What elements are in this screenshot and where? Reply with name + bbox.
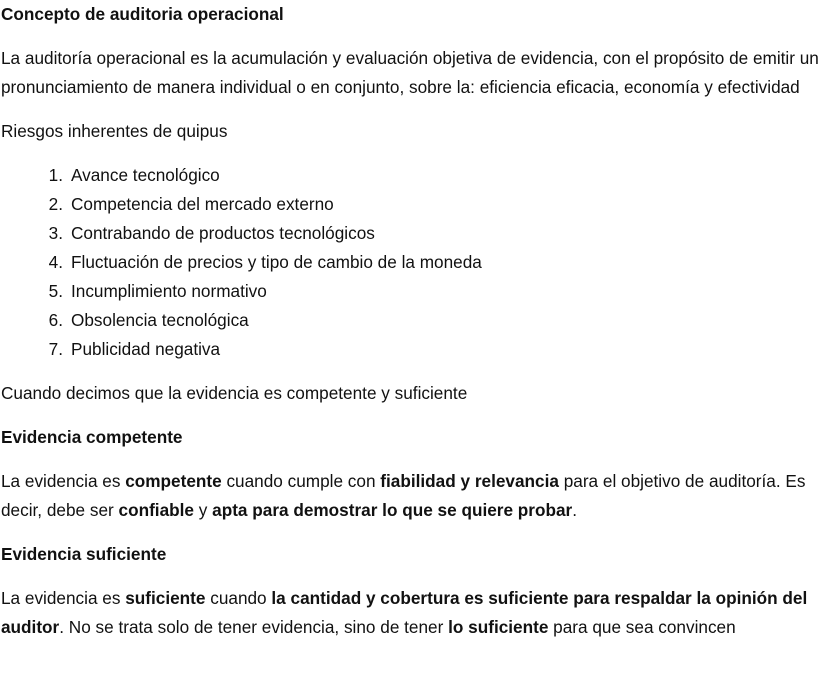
- competente-paragraph: [1, 467, 831, 525]
- risks-heading: Riesgos inherentes de quipus: [1, 121, 228, 141]
- list-number: 3.: [48, 223, 63, 243]
- document-title: Concepto de auditoria operacional: [1, 4, 284, 24]
- list-text: Obsolencia tecnológica: [71, 310, 249, 330]
- bold-run: apta para demostrar lo que se quiere probar: [212, 500, 573, 520]
- risks-list: [1, 161, 831, 364]
- question-paragraph: Cuando decimos que la evidencia es competente y suficiente: [1, 383, 468, 403]
- text-run: para el objetivo de auditoría. Es decir, debe ser: [1, 471, 806, 520]
- bold-run: competente: [125, 471, 222, 491]
- list-text: Contrabando de productos tecnológicos: [71, 223, 375, 243]
- bold-run: lo suficiente: [448, 617, 549, 637]
- competente-heading: Evidencia competente: [1, 427, 183, 447]
- list-item: [1, 190, 831, 219]
- list-number: 7.: [48, 339, 63, 359]
- list-number: 6.: [48, 310, 63, 330]
- bold-run: la cantidad y cobertura es suficiente para respaldar la opinión del auditor: [1, 588, 808, 637]
- text-run: La evidencia es: [1, 471, 126, 491]
- text-run: y: [193, 500, 213, 520]
- list-text: Incumplimiento normativo: [71, 281, 267, 301]
- intro-paragraph: La auditoría operacional es la acumulación y evaluación objetiva de evidencia, con el propósito de emitir un pronunciamiento de manera individual o en conjunto, sobre la: eficiencia eficacia, economía y efectividad: [1, 48, 819, 97]
- text-run: para que sea convincen: [548, 617, 736, 637]
- list-item: [1, 161, 831, 190]
- text-run: . No se trata solo de tener evidencia, sino de tener: [59, 617, 449, 637]
- suficiente-heading: Evidencia suficiente: [1, 544, 167, 564]
- text-run: .: [572, 500, 578, 520]
- text-run: cuando: [205, 588, 272, 608]
- list-item: [1, 335, 831, 364]
- list-number: 4.: [48, 252, 63, 272]
- list-number: 1.: [48, 165, 63, 185]
- list-item: [1, 219, 831, 248]
- list-text: Avance tecnológico: [71, 165, 220, 185]
- text-run: La evidencia es: [1, 588, 126, 608]
- list-text: Competencia del mercado externo: [71, 194, 334, 214]
- list-text: Fluctuación de precios y tipo de cambio de la moneda: [71, 252, 482, 272]
- bold-run: confiable: [118, 500, 194, 520]
- list-number: 5.: [48, 281, 63, 301]
- bold-run: suficiente: [125, 588, 206, 608]
- bold-run: fiabilidad y relevancia: [380, 471, 559, 491]
- list-text: Publicidad negativa: [71, 339, 221, 359]
- suficiente-paragraph: [1, 584, 831, 642]
- list-item: [1, 248, 831, 277]
- list-number: 2.: [48, 194, 63, 214]
- list-item: [1, 277, 831, 306]
- list-item: [1, 306, 831, 335]
- text-run: cuando cumple con: [221, 471, 381, 491]
